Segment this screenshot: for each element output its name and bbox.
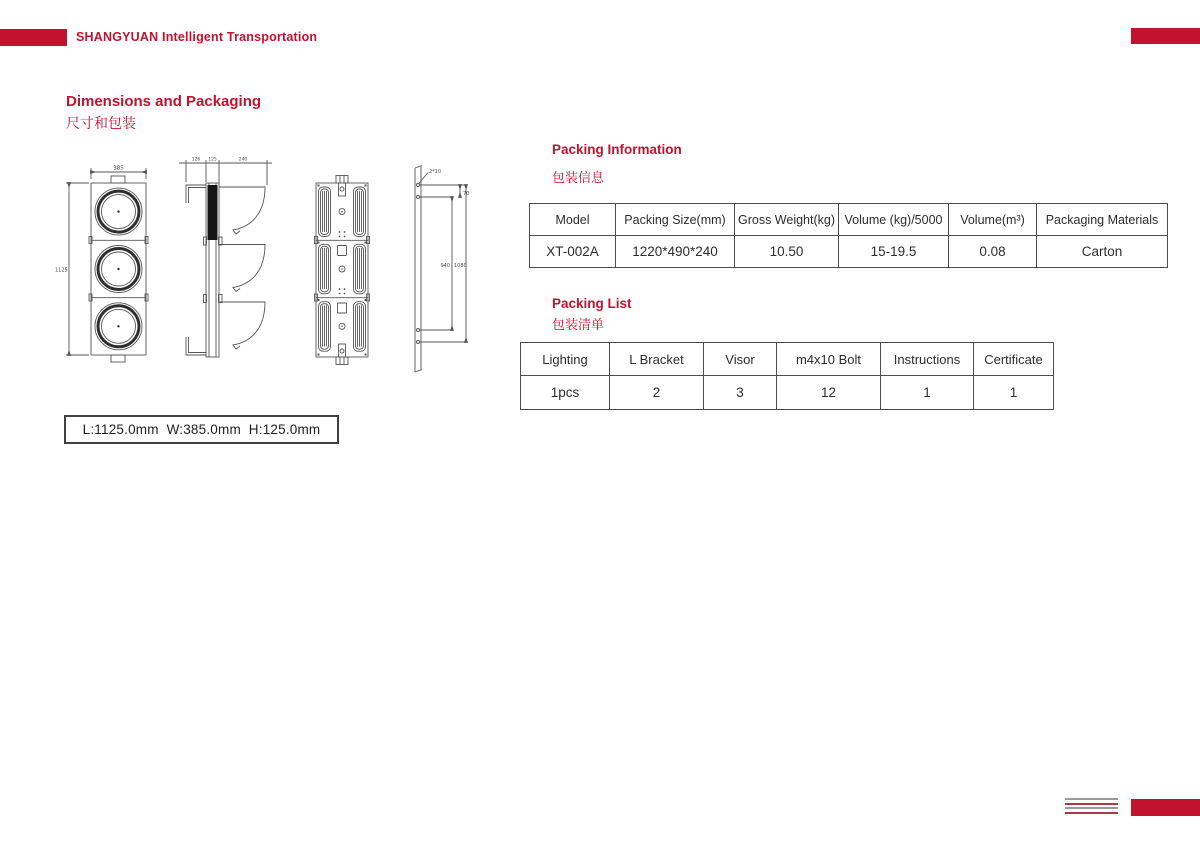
visor-top xyxy=(219,187,265,234)
column-header: Model xyxy=(530,204,616,236)
packing-information-title: Packing Information xyxy=(552,142,682,157)
cell-model: XT-002A xyxy=(530,236,616,268)
front-height-dim: 1125 xyxy=(55,267,68,274)
profile-dim-outer: 1080 xyxy=(454,263,467,269)
front-view-drawing xyxy=(55,166,148,363)
back-view-drawing xyxy=(315,176,370,365)
column-header: L Bracket xyxy=(610,343,704,376)
cell-bracket-qty: 2 xyxy=(610,376,704,410)
packing-information-table xyxy=(529,203,1168,268)
cell-instructions-qty: 1 xyxy=(881,376,974,410)
cell-visor-qty: 3 xyxy=(704,376,777,410)
profile-dim-inner: 940 xyxy=(440,263,450,269)
section-title: Dimensions and Packaging xyxy=(66,93,262,110)
cell-certificate-qty: 1 xyxy=(974,376,1054,410)
footer-line xyxy=(1065,807,1118,809)
section-subtitle-zh: 尺寸和包装 xyxy=(66,115,136,131)
header-left-red-bar xyxy=(0,29,67,46)
brand-title: SHANGYUAN Intelligent Transportation xyxy=(76,30,318,44)
column-header: Certificate xyxy=(974,343,1054,376)
l-bracket-bottom xyxy=(186,337,206,355)
column-header: Instructions xyxy=(881,343,974,376)
visor-middle xyxy=(219,245,265,292)
footer-decorative-lines xyxy=(1065,798,1118,816)
cell-lighting-qty: 1pcs xyxy=(521,376,610,410)
visor-bottom xyxy=(219,302,265,349)
column-header: Visor xyxy=(704,343,777,376)
lens-bottom xyxy=(95,303,142,350)
overall-dimensions-box: L:1125.0mm W:385.0mm H:125.0mm xyxy=(64,415,339,444)
profile-dim-small: 70 xyxy=(463,191,470,197)
packing-information-header-row xyxy=(530,204,1168,236)
cell-packing-size: 1220*490*240 xyxy=(616,236,735,268)
cell-packaging-materials: Carton xyxy=(1037,236,1168,268)
header-right-red-bar xyxy=(1131,28,1200,44)
l-bracket-top xyxy=(186,185,206,203)
packing-list-subtitle-zh: 包装清单 xyxy=(552,317,605,332)
column-header: Volume(m³) xyxy=(949,204,1037,236)
packing-list-title: Packing List xyxy=(552,296,632,311)
packing-information-subtitle-zh: 包装信息 xyxy=(552,170,605,185)
profile-view-drawing xyxy=(415,166,469,373)
packing-list-header-row xyxy=(521,343,1054,376)
packing-information-data-row xyxy=(530,236,1168,268)
column-header: Volume (kg)/5000 xyxy=(839,204,949,236)
lens-top xyxy=(95,188,142,235)
packing-list-table xyxy=(520,342,1054,410)
footer-line xyxy=(1065,798,1118,800)
profile-holes-dim: 2*10 xyxy=(429,169,442,175)
side-dim-left: 126 xyxy=(191,157,201,163)
side-view-drawing xyxy=(179,157,272,358)
packing-list-data-row xyxy=(521,376,1054,410)
side-dim-visor: 240 xyxy=(238,157,248,163)
column-header: m4x10 Bolt xyxy=(777,343,881,376)
cell-bolt-qty: 12 xyxy=(777,376,881,410)
column-header: Lighting xyxy=(521,343,610,376)
column-header: Packing Size(mm) xyxy=(616,204,735,236)
column-header: Packaging Materials xyxy=(1037,204,1168,236)
footer-line xyxy=(1065,803,1118,805)
side-view-door-panel xyxy=(208,185,218,240)
side-dim-mid: 125 xyxy=(208,157,217,163)
technical-drawings xyxy=(52,145,492,390)
footer-right-red-bar xyxy=(1131,799,1200,816)
column-header: Gross Weight(kg) xyxy=(735,204,839,236)
lens-middle xyxy=(95,246,142,293)
cell-gross-weight: 10.50 xyxy=(735,236,839,268)
cell-volume-m3: 0.08 xyxy=(949,236,1037,268)
cell-volume-kg: 15-19.5 xyxy=(839,236,949,268)
front-width-dim: 385 xyxy=(113,165,124,172)
footer-line xyxy=(1065,812,1118,814)
